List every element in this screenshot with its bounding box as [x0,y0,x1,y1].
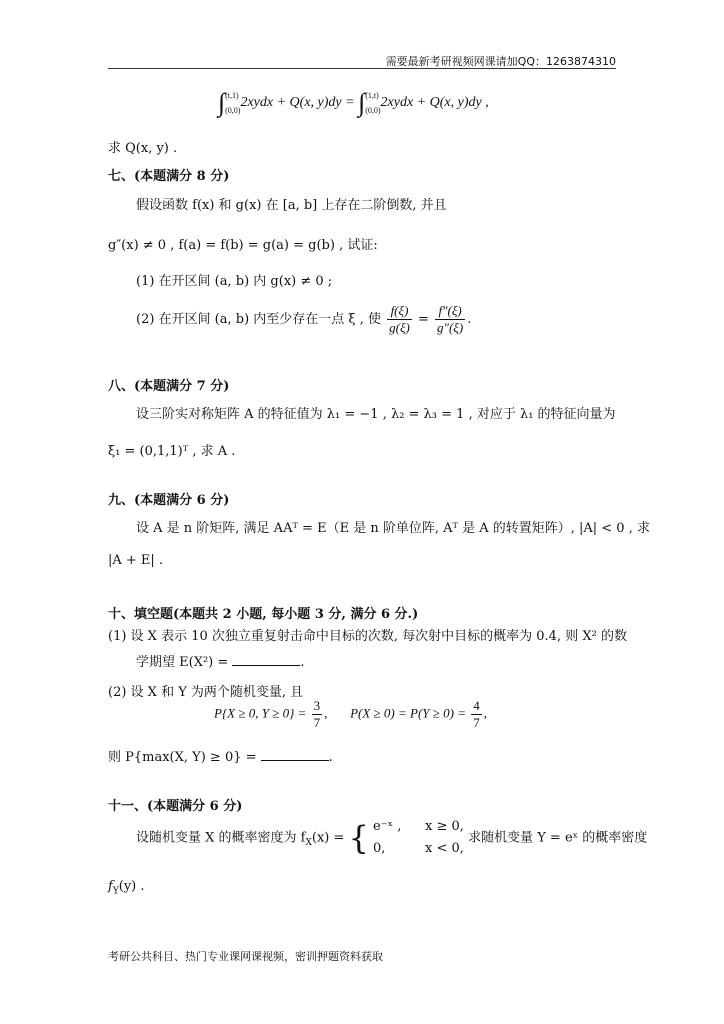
integral-limits-a [225,88,240,118]
piecewise-brace: { [348,819,369,857]
q7-item1: (1) 在开区间 (a, b) 内 g(x) ≠ 0 ; [136,274,333,289]
integral-sign-b: ∫ [358,88,366,117]
integral-limits-b [365,88,380,118]
q10-item1-b-text: 学期望 E(X²) = [136,655,229,670]
frac2-num: f″(ξ) [435,303,465,320]
fraction-3-7 [312,698,323,731]
case-1-expr: e⁻ˣ , [373,819,402,834]
q11-line1-pre: 设随机变量 X 的概率密度为 f [136,830,306,846]
q7-end: . [467,312,472,327]
q11-line1 [136,816,647,860]
integral-lower-b: (0,0) [365,106,381,115]
frac1-num: f(ξ) [387,303,412,320]
page-header-text: 需要最新考研视频网课请加QQ：1263874310 [385,55,616,68]
integral-sign-a: ∫ [218,88,226,117]
fraction-f2-over-g2 [435,303,465,336]
q11-line1-fx: (x) = [311,830,345,846]
q7-line2: g″(x) ≠ 0 , f(a) = f(b) = g(a) = g(b) , 试证: [108,238,378,253]
q7-title: 七、(本题满分 8 分) [108,169,230,184]
integral-equation [218,88,489,118]
q11-title: 十一、(本题满分 6 分) [108,799,243,814]
frac2-den: g″(ξ) [437,320,464,335]
q11-line1-post: 求随机变量 Y = eˣ 的概率密度 [468,830,648,846]
q8-title: 八、(本题满分 7 分) [108,379,230,394]
answer-blank-2[interactable] [261,747,329,761]
q11-sub-y: Y [112,886,119,897]
piecewise-cases [373,816,464,860]
case-2-cond: x < 0, [425,841,464,856]
case-2-expr: 0, [373,841,386,856]
frac-a-den: 7 [313,715,321,730]
integral-upper-a: (t,1) [225,91,239,100]
q10-title: 十、填空题(本题共 2 小题, 每小题 3 分, 满分 6 分.) [108,607,419,622]
q10-item2-c [108,746,333,765]
fraction-4-7 [471,698,482,731]
q9-line2: |A + E| . [108,553,164,568]
ask-q: 求 Q(x, y) . [108,141,178,156]
q10-item1-a: (1) 设 X 表示 10 次独立重复射击命中目标的次数, 每次射中目标的概率为 0.4, 则 X² 的数 [108,629,627,644]
q10-item2-a: (2) 设 X 和 Y 为两个随机变量, 且 [108,685,304,700]
q11-line2-rest: (y) . [118,879,145,894]
q10-item2-eqs [214,698,487,731]
q10-item1-b [136,651,305,670]
case-1-cond: x ≥ 0, [425,819,464,834]
q11-line2-f: f [108,879,113,894]
comma-b: , [483,705,487,721]
q11-line2 [108,879,145,897]
case-1 [373,816,464,838]
integral-expr-a: 2xydx + Q(x, y)dy = [240,95,359,111]
equals-sign: = [418,312,429,327]
q9-line1: 设 A 是 n 阶矩阵, 满足 AAᵀ = E（E 是 n 阶单位阵, Aᵀ 是 A 的转置矩阵）, |A| < 0 , 求 [136,521,650,536]
q10-item2-c-text: 则 P{max(X, Y) ≥ 0} = [108,750,257,765]
answer-blank-1[interactable] [232,652,300,666]
integral-lower-a: (0,0) [225,106,241,115]
fraction-f-over-g [387,303,412,336]
q10-item1-end: . [300,655,305,670]
q10-item2-end: . [328,750,333,765]
q11-sub-x: X [305,838,312,849]
q7-line1: 假设函数 f(x) 和 g(x) 在 [a, b] 上存在二阶倒数, 并且 [136,198,447,213]
comma-a: , [324,705,328,721]
q8-line2: ξ₁ = (0,1,1)ᵀ , 求 A . [108,444,236,459]
header-rule [108,68,616,69]
q8-line1: 设三阶实对称矩阵 A 的特征值为 λ₁ = −1 , λ₂ = λ₃ = 1 , 对应于 λ₁ 的特征向量为 [136,407,616,422]
q7-item2-text: (2) 在开区间 (a, b) 内至少存在一点 ξ , 使 [136,312,381,327]
frac1-den: g(ξ) [389,320,410,335]
integral-upper-b: (1,t) [365,91,379,100]
q9-title: 九、(本题满分 6 分) [108,493,230,508]
frac-a-num: 3 [313,698,321,713]
page-footer-text: 考研公共科目、热门专业课网课视频，密训押题资料获取 [108,950,383,963]
integral-expr-b: 2xydx + Q(x, y)dy , [380,95,489,111]
case-2 [373,838,464,860]
frac-b-den: 7 [473,715,480,730]
q10-p2: P(X ≥ 0) = P(Y ≥ 0) = [350,705,466,721]
frac-b-num: 4 [473,698,480,713]
q7-item2 [136,303,471,336]
q10-p1: P{X ≥ 0, Y ≥ 0} = [214,705,307,721]
